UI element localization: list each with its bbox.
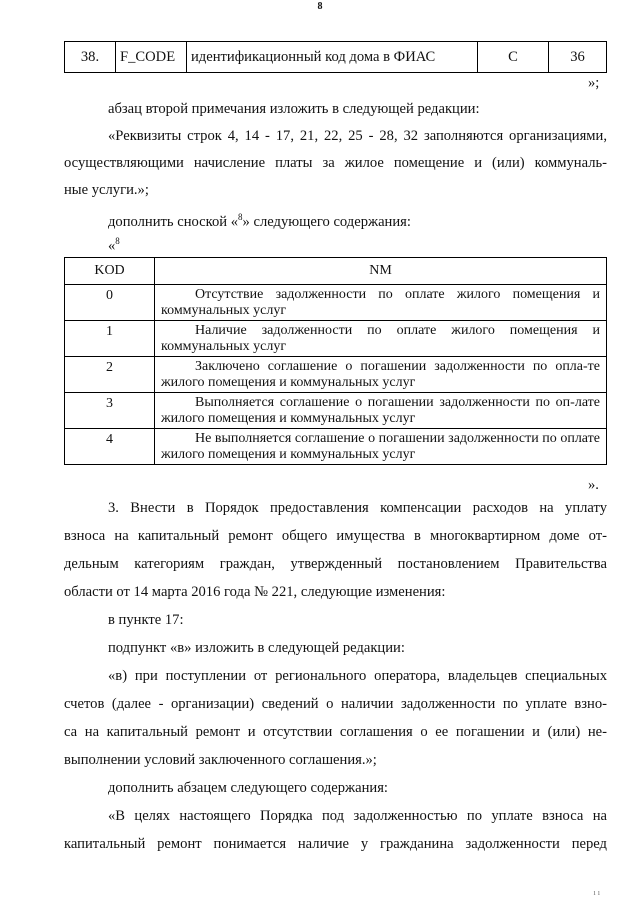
code-cell: 1 bbox=[65, 321, 155, 357]
table-row bbox=[65, 42, 607, 73]
paragraph-line: области от 14 марта 2016 года № 221, следующие изменения: bbox=[64, 584, 446, 600]
paragraph-line: выполнении условий заключенного соглашения.»; bbox=[64, 752, 377, 768]
paragraph bbox=[108, 208, 411, 231]
footnote-opening bbox=[108, 232, 120, 255]
table-row bbox=[65, 393, 607, 429]
footnote-mark: 8 bbox=[115, 236, 120, 246]
paragraph-line: 3. Внести в Порядок предоставления компенсации расходов на уплату bbox=[108, 500, 607, 516]
description-cell bbox=[155, 429, 607, 465]
table-row bbox=[65, 429, 607, 465]
paragraph: подпункт «в» изложить в следующей редакции: bbox=[108, 640, 405, 656]
corner-mark: ı ı bbox=[593, 888, 600, 897]
text: « bbox=[108, 237, 116, 254]
paragraph: дополнить абзацем следующего содержания: bbox=[108, 780, 388, 796]
column-header: NM bbox=[155, 258, 607, 285]
text: » следующего содержания: bbox=[242, 213, 411, 230]
text: Не выполняется соглашение о погашении задолженности по оплате жилого помещения и коммунальных услуг bbox=[161, 431, 600, 462]
paragraph-line: «в) при поступлении от регионального оператора, владельцев специальных bbox=[108, 668, 607, 684]
field-length-cell: 36 bbox=[549, 42, 607, 73]
paragraph-line: осуществляющими начисление платы за жилое помещение и (или) коммуналь- bbox=[64, 155, 607, 171]
code-cell: 3 bbox=[65, 393, 155, 429]
page-number: 8 bbox=[317, 1, 323, 12]
text: Отсутствие задолженности по оплате жилого помещения и коммунальных услуг bbox=[161, 287, 600, 318]
table-row bbox=[65, 357, 607, 393]
code-cell: 2 bbox=[65, 357, 155, 393]
paragraph-line: капитальный ремонт понимается наличие у гражданина задолженности перед bbox=[64, 836, 607, 852]
text: Выполняется соглашение о погашении задолженности по оп-лате жилого помещения и коммунальных услуг bbox=[161, 395, 600, 426]
table-row bbox=[65, 321, 607, 357]
paragraph-line: ные услуги.»; bbox=[64, 182, 149, 198]
description-cell bbox=[155, 393, 607, 429]
closing-quote: »; bbox=[588, 75, 600, 91]
paragraph: абзац второй примечания изложить в следующей редакции: bbox=[108, 101, 480, 117]
paragraph: в пункте 17: bbox=[108, 612, 184, 628]
code-cell: 0 bbox=[65, 285, 155, 321]
top-table bbox=[64, 41, 607, 73]
text: дополнить сноской « bbox=[108, 213, 239, 230]
paragraph-line: взноса на капитальный ремонт общего имущества в многоквартирном доме от- bbox=[64, 528, 607, 544]
closing-quote: ». bbox=[588, 477, 599, 493]
paragraph-line: «В целях настоящего Порядка под задолженностью по уплате взноса на bbox=[108, 808, 607, 824]
code-cell: 4 bbox=[65, 429, 155, 465]
column-header: KOD bbox=[65, 258, 155, 285]
field-code-cell: F_CODE bbox=[116, 42, 187, 73]
footnote-mark: 8 bbox=[238, 212, 243, 222]
paragraph-line: «Реквизиты строк 4, 14 - 17, 21, 22, 25 - 28, 32 заполняются организациями, bbox=[108, 128, 607, 144]
code-table bbox=[64, 257, 607, 465]
table-row bbox=[65, 285, 607, 321]
text: Наличие задолженности по оплате жилого помещения и коммунальных услуг bbox=[161, 323, 600, 354]
description-cell bbox=[155, 285, 607, 321]
paragraph-line: са на капитальный ремонт и отсутствии соглашения о ее погашении и (или) не- bbox=[64, 724, 607, 740]
row-number-cell: 38. bbox=[65, 42, 116, 73]
paragraph-line: дельным категориям граждан, утвержденный постановлением Правительства bbox=[64, 556, 607, 572]
table-header-row bbox=[65, 258, 607, 285]
field-description-cell: идентификационный код дома в ФИАС bbox=[187, 42, 478, 73]
description-cell bbox=[155, 357, 607, 393]
field-type-cell: С bbox=[478, 42, 549, 73]
text: Заключено соглашение о погашении задолженности по опла-те жилого помещения и коммунальных услуг bbox=[161, 359, 600, 390]
description-cell bbox=[155, 321, 607, 357]
paragraph-line: счетов (далее - организации) сведений о наличии задолженности по уплате взно- bbox=[64, 696, 607, 712]
